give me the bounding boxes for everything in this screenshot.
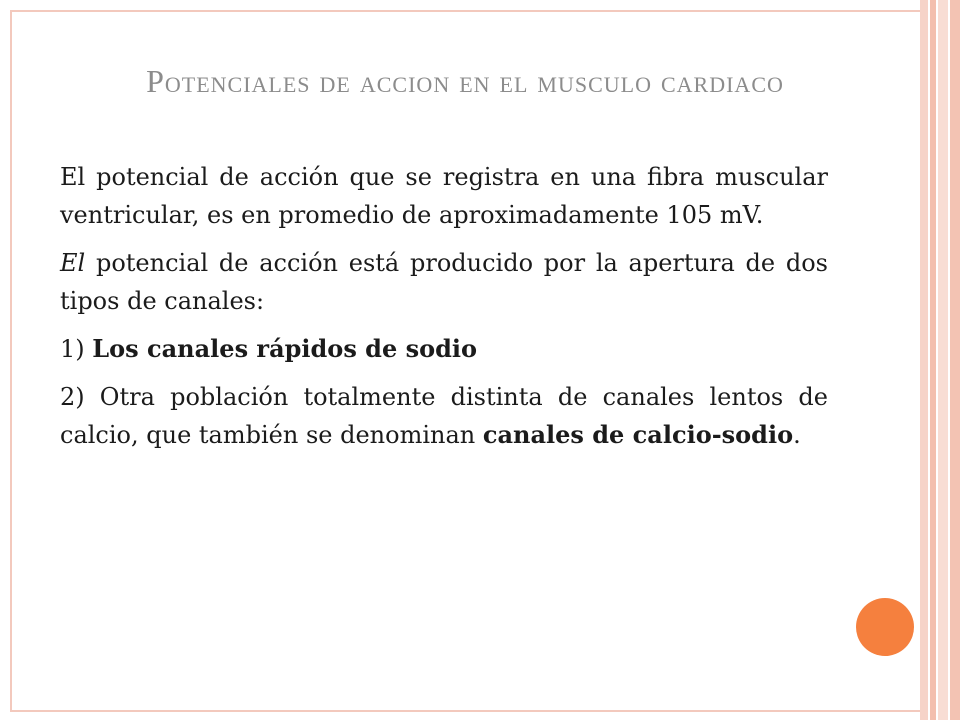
accent-circle — [856, 598, 914, 656]
paragraph-action-potential — [60, 158, 828, 234]
list-item-fast-sodium — [60, 330, 828, 368]
list-number: 1) — [60, 335, 93, 363]
bold-text: Los canales rápidos de sodio — [92, 334, 478, 363]
side-decoration-band — [950, 0, 960, 720]
paragraph-text: potencial de acción está producido por la apertura de dos tipos de canales: — [60, 249, 828, 315]
side-decoration-band — [920, 0, 928, 720]
paragraph-channels-intro — [60, 244, 828, 320]
slide-title: Potenciales de accion en el musculo cardiaco — [146, 63, 784, 99]
paragraph-text: El potencial de acción que se registra en una fibra muscular ventricular, es en promedio de aproximadamente 105 mV. — [60, 163, 828, 229]
side-decoration-band — [930, 0, 936, 720]
side-decoration-band — [938, 0, 948, 720]
paragraph-text: . — [793, 421, 801, 449]
paragraph-text: 2) Otra población totalmente distinta de canales lentos de calcio, que también se denominan — [60, 383, 828, 449]
list-item-slow-calcium — [60, 378, 828, 454]
bold-text: canales de calcio-sodio — [482, 420, 794, 449]
slide-body — [60, 158, 828, 464]
italic-text: El — [60, 249, 86, 277]
